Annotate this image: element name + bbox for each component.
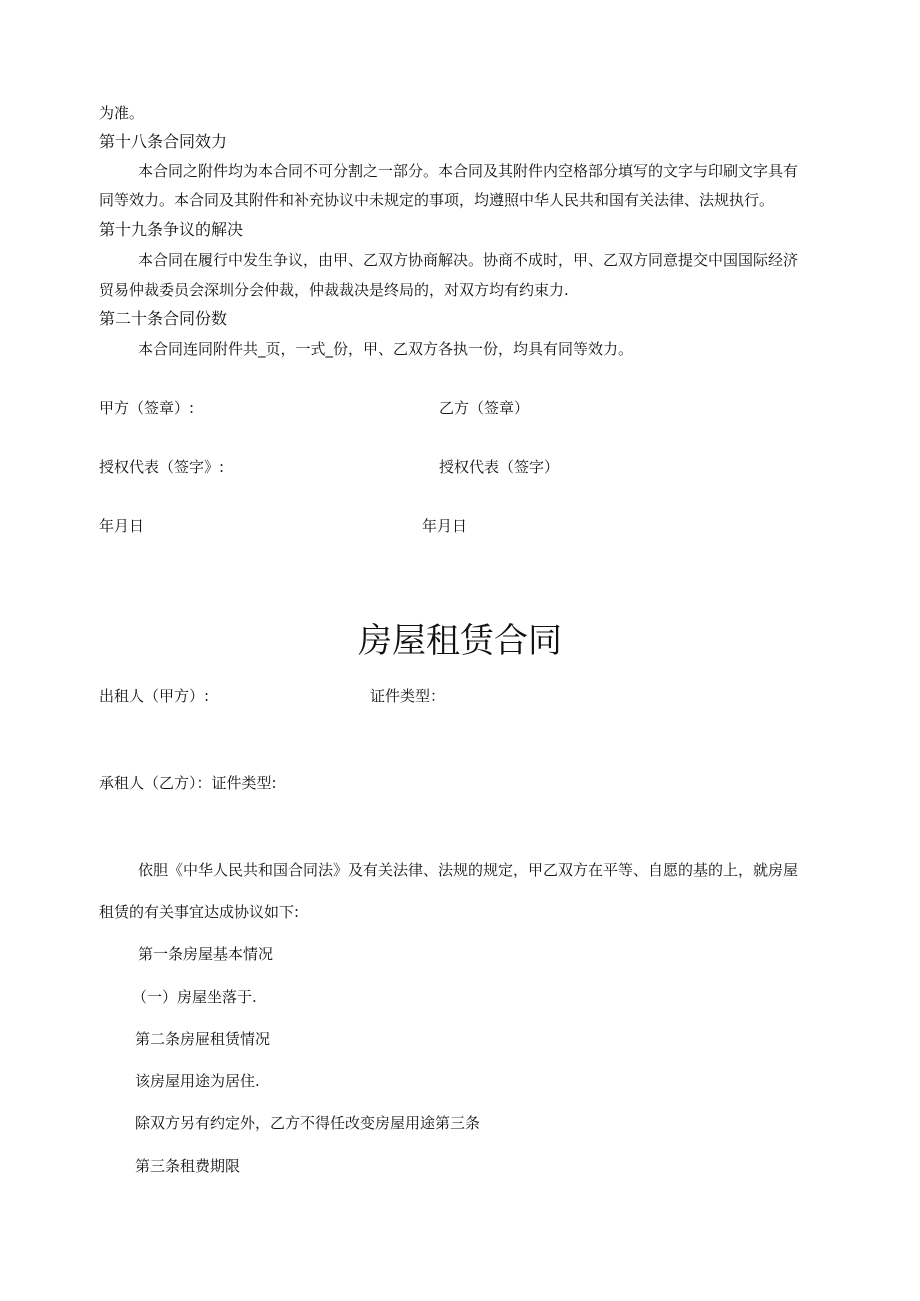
party-a-date-label: 年月日 (99, 517, 145, 535)
lease-contract-title: 房屋租赁合同 (358, 621, 562, 661)
lessor-label: 出租人（甲方）: (99, 687, 210, 705)
party-b-rep-label: 授权代表（签字） (439, 458, 560, 476)
continuation-text: 为准。 (99, 104, 145, 122)
article-19-paragraph-line-2: 贸易仲裁委员会深圳分会仲裁，仲裁裁决是终局的，对双方均有约束力. (99, 281, 569, 299)
party-b-date-label: 年月日 (422, 517, 468, 535)
article-1-item-1: （一）房屋坐落于. (132, 988, 257, 1006)
party-a-rep-label: 授权代表（签字》: (99, 458, 225, 476)
intro-paragraph-line-2: 租赁的有关事宜达成协议如下: (99, 903, 300, 921)
article-19-paragraph-line-1: 本合同在履行中发生争议，由甲、乙双方协商解决。协商不成时，甲、乙双方同意提交中国国际经济 (138, 251, 799, 269)
article-18-paragraph-line-1: 本合同之附件均为本合同不可分割之一部分。本合同及其附件内空格部分填写的文字与印刷文字具有 (138, 162, 799, 180)
lessee-line: 承租人（乙方）：证件类型: (99, 774, 277, 792)
article-20-paragraph: 本合同连同附件共_页，一式_份，甲、乙双方各执一份，均具有同等效力。 (138, 340, 634, 358)
article-3-heading: 第三条租费期限 (135, 1157, 241, 1175)
article-2-line-1: 该房屋用途为居住. (135, 1072, 260, 1090)
lessor-id-type-label: 证件类型： (370, 687, 446, 705)
article-19-heading: 第十九条争议的解决 (99, 220, 244, 239)
party-b-seal-label: 乙方（签章） (439, 399, 530, 417)
article-18-heading: 第十八条合同效力 (99, 132, 228, 151)
article-18-paragraph-line-2: 同等效力。本合同及其附件和补充协议中未规定的事项，均遵照中华人民共和国有关法律、法规执行。 (99, 191, 775, 209)
article-20-heading: 第二十条合同份数 (99, 309, 228, 328)
article-1-heading: 第一条房屋基本情况 (138, 945, 274, 963)
party-a-seal-label: 甲方（签章）: (99, 399, 195, 417)
article-2-line-2: 除双方另有约定外，乙方不得任改变房屋用途第三条 (135, 1114, 481, 1132)
article-2-heading: 第二条房屉租赁情况 (135, 1030, 271, 1048)
intro-paragraph-line-1: 依胆《中华人民共和国合同法》及有关法律、法规的规定，甲乙双方在平等、自愿的基的上，就房屋 (138, 861, 799, 879)
